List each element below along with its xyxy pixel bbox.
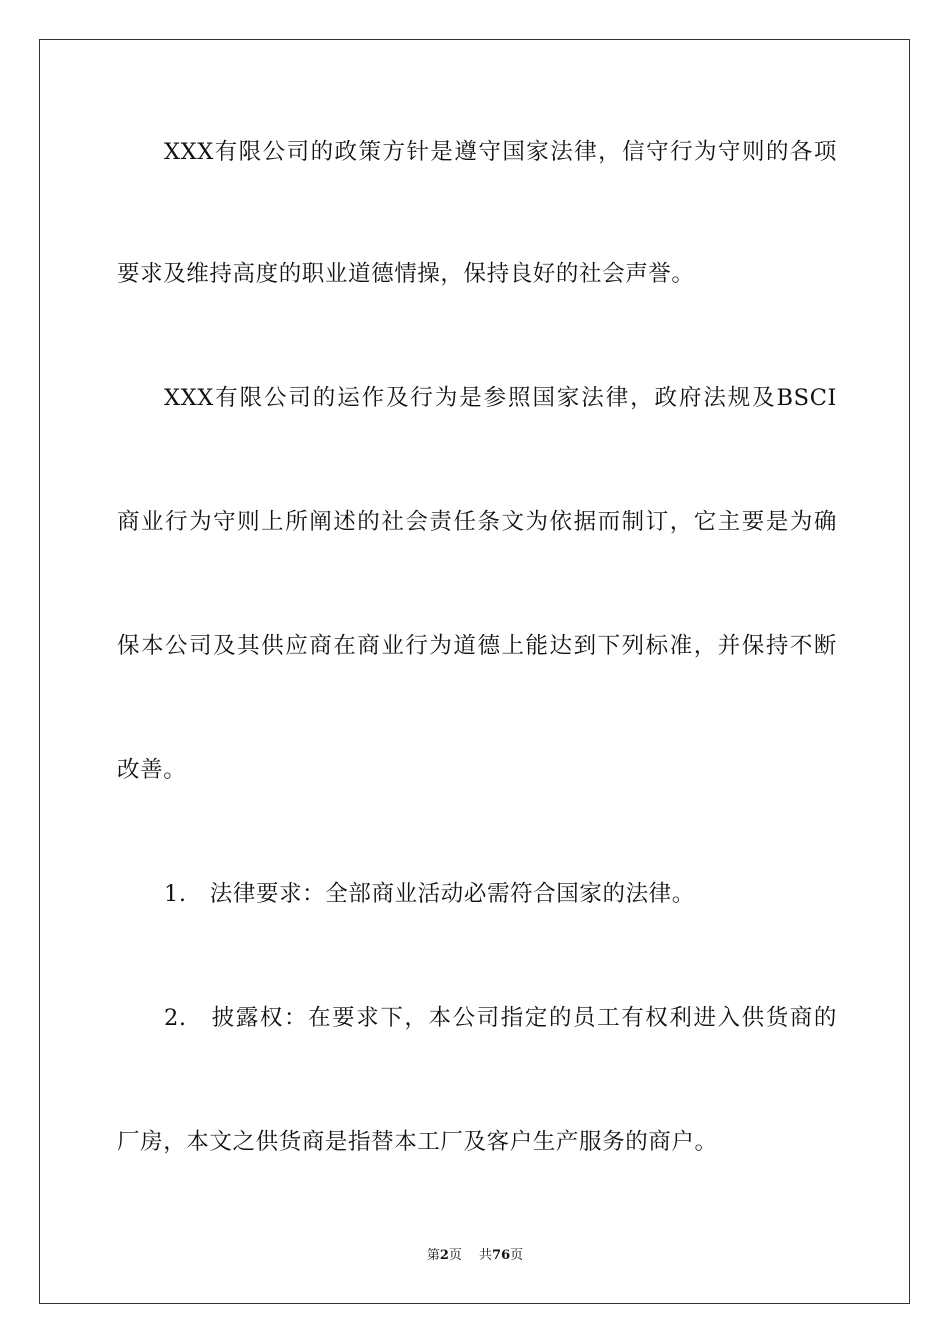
list-item-1: 1. 法律要求：全部商业活动必需符合国家的法律。 — [164, 881, 695, 907]
paragraph-1-line-1: XXX有限公司的政策方针是遵守国家法律，信守行为守则的各项 — [164, 139, 837, 165]
current-page-number: 2 — [439, 1248, 449, 1263]
paragraph-2-line-4: 改善。 — [117, 757, 187, 783]
list-item-2-line-2: 厂房，本文之供货商是指替本工厂及客户生产服务的商户。 — [117, 1129, 718, 1155]
footer-suffix: 页 — [510, 1248, 524, 1263]
paragraph-2-line-1: XXX有限公司的运作及行为是参照国家法律，政府法规及BSCI — [164, 385, 837, 411]
footer-prefix: 第 — [426, 1248, 440, 1263]
page-border — [39, 39, 910, 1304]
list-item-2-line-1: 2. 披露权：在要求下，本公司指定的员工有权利进入供货商的 — [164, 1005, 837, 1031]
paragraph-1-line-2: 要求及维持高度的职业道德情操，保持良好的社会声誉。 — [117, 261, 695, 287]
paragraph-2-line-3: 保本公司及其供应商在商业行为道德上能达到下列标准，并保持不断 — [117, 633, 837, 659]
page-footer — [0, 1247, 950, 1265]
footer-middle: 页 共 — [448, 1248, 493, 1263]
total-page-count: 76 — [492, 1248, 511, 1263]
paragraph-2-line-2: 商业行为守则上所阐述的社会责任条文为依据而制订，它主要是为确 — [117, 509, 837, 535]
